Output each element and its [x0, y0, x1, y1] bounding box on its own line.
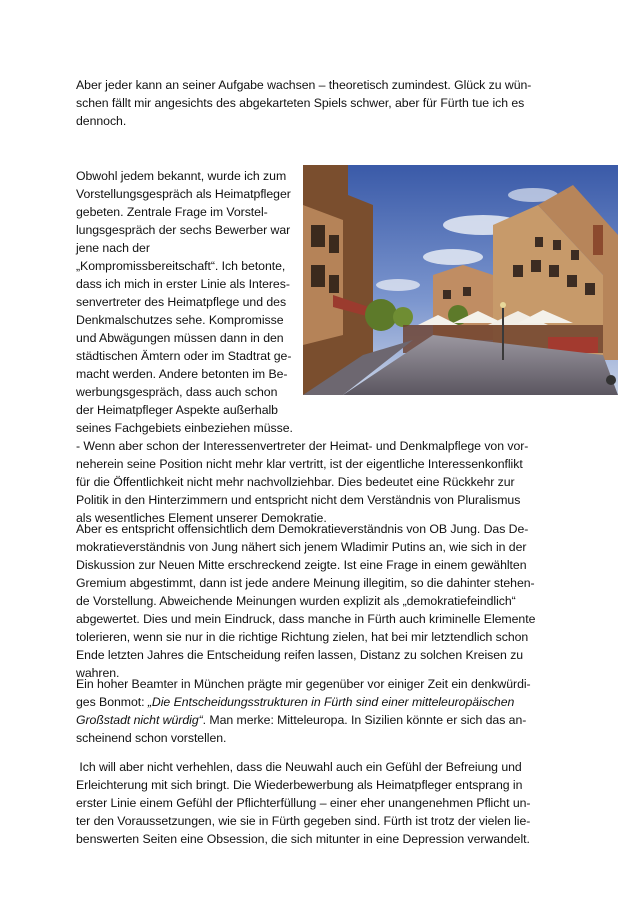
text-line: Diskussion zur Neuen Mitte erschreckend zeigte. Ist eine Frage in einem gewählten — [76, 558, 527, 572]
text-line: Politik in den Hinterzimmern und entspricht nicht dem Verständnis von Pluralismus — [76, 493, 521, 507]
text-line: Gremium abgestimmt, dann ist jede andere Meinung illegitim, so die dahinter stehen- — [76, 576, 535, 590]
text-line: schen fällt mir angesichts des abgekarteten Spiels schwer, aber für Fürth tue ich es — [76, 96, 525, 110]
text-line: benswerten Seiten eine Obsession, die sich mitunter in eine Depression verwandelt. — [76, 832, 530, 846]
street-photo — [303, 165, 618, 395]
text-fragment: ges Bonmot: — [76, 695, 148, 709]
text-line: - Wenn aber schon der Interessenvertreter der Heimat- und Denkmalpflege von vor- — [76, 439, 529, 453]
text-line: Erleichterung mit sich bringt. Die Wiederbewerbung als Heimatpfleger entsprang in — [76, 778, 523, 792]
paragraph-democracy — [76, 520, 535, 682]
text-line: „Kompromissbereitschaft“. Ich betonte, — [76, 259, 286, 273]
text-line: werbungsgespräch, dass auch schon — [76, 385, 278, 399]
text-line: gebeten. Zentrale Frage im Vorstel- — [76, 205, 268, 219]
text-line: Ende letzten Jahres die Entscheidung reifen lassen, Distanz zu solchen Kreisen zu — [76, 648, 524, 662]
text-line: der Heimatpfleger Aspekte außerhalb — [76, 403, 278, 417]
text-line: und Abwägungen müssen dann in den — [76, 331, 284, 345]
text-fragment: . Man merke: Mitteleuropa. In Sizilien könnte er sich das an- — [202, 713, 527, 727]
text-line: macht werden. Andere betonten im Be- — [76, 367, 288, 381]
text-line: dass ich mich in erster Linie als Interes- — [76, 277, 290, 291]
text-line: dennoch. — [76, 114, 127, 128]
text-line: erster Linie einem Gefühl der Pflichterfüllung – einer eher unangenehmen Pflicht un- — [76, 796, 531, 810]
text-line: städtischen Ämtern oder im Stadtrat ge- — [76, 349, 292, 363]
text-line: Ein hoher Beamter in München prägte mir gegenüber vor einiger Zeit ein denkwürdi- — [76, 677, 531, 691]
street-photo-illustration — [303, 165, 618, 395]
text-line: Aber es entspricht offensichtlich dem Demokratieverständnis von OB Jung. Das De- — [76, 522, 529, 536]
text-line: tolerieren, wenn sie nur in die richtige Richtung zielen, hat bei mir letztendlich schon — [76, 630, 529, 644]
text-line: wahren. — [76, 666, 120, 680]
text-line: Obwohl jedem bekannt, wurde ich zum — [76, 169, 287, 183]
text-line: ter den Voraussetzungen, wie sie in Fürth gegeben sind. Fürth ist trotz der vielen lie- — [76, 814, 531, 828]
paragraph-relief — [76, 758, 530, 848]
paragraph-bonmot — [76, 675, 531, 747]
text-line — [76, 693, 531, 711]
text-line: Ich will aber nicht verhehlen, dass die Neuwahl auch ein Gefühl der Befreiung und — [76, 760, 522, 774]
text-line: Vorstellungsgespräch als Heimatpfleger — [76, 187, 291, 201]
quote-text: Großstadt nicht würdig“ — [76, 713, 203, 727]
text-line: für die Öffentlichkeit nicht mehr nachvollziehbar. Dies bedeutet eine Rückkehr zur — [76, 475, 515, 489]
text-line: seines Fachgebiets einbeziehen müsse. — [76, 421, 293, 435]
text-line: scheinend schon vorstellen. — [76, 731, 227, 745]
text-line: Denkmalschutzes sehe. Kompromisse — [76, 313, 284, 327]
text-line: als wesentliches Element unserer Demokratie. — [76, 511, 327, 525]
text-line: lungsgespräch der sechs Bewerber war — [76, 223, 291, 237]
text-line: neherein seine Position nicht mehr klar vertritt, ist der eigentliche Interessenkonflikt — [76, 457, 523, 471]
text-line: mokratieverständnis von Jung nähert sich jenem Wladimir Putins an, wie sich in der — [76, 540, 527, 554]
text-line: de Vorstellung. Abweichende Meinungen wurden explizit als „demokratiefeindlich“ — [76, 594, 516, 608]
text-line — [76, 711, 531, 729]
text-line: Aber jeder kann an seiner Aufgabe wachsen – theoretisch zumindest. Glück zu wün- — [76, 78, 532, 92]
text-line: jene nach der — [76, 241, 150, 255]
paragraph-intro — [76, 76, 531, 130]
text-line: abgewertet. Dies und mein Eindruck, dass manche in Fürth auch kriminelle Elemente — [76, 612, 536, 626]
text-line: senvertreter des Heimatpflege und des — [76, 295, 287, 309]
quote-text: „Die Entscheidungsstrukturen in Fürth sind einer mitteleuropäischen — [147, 695, 515, 709]
